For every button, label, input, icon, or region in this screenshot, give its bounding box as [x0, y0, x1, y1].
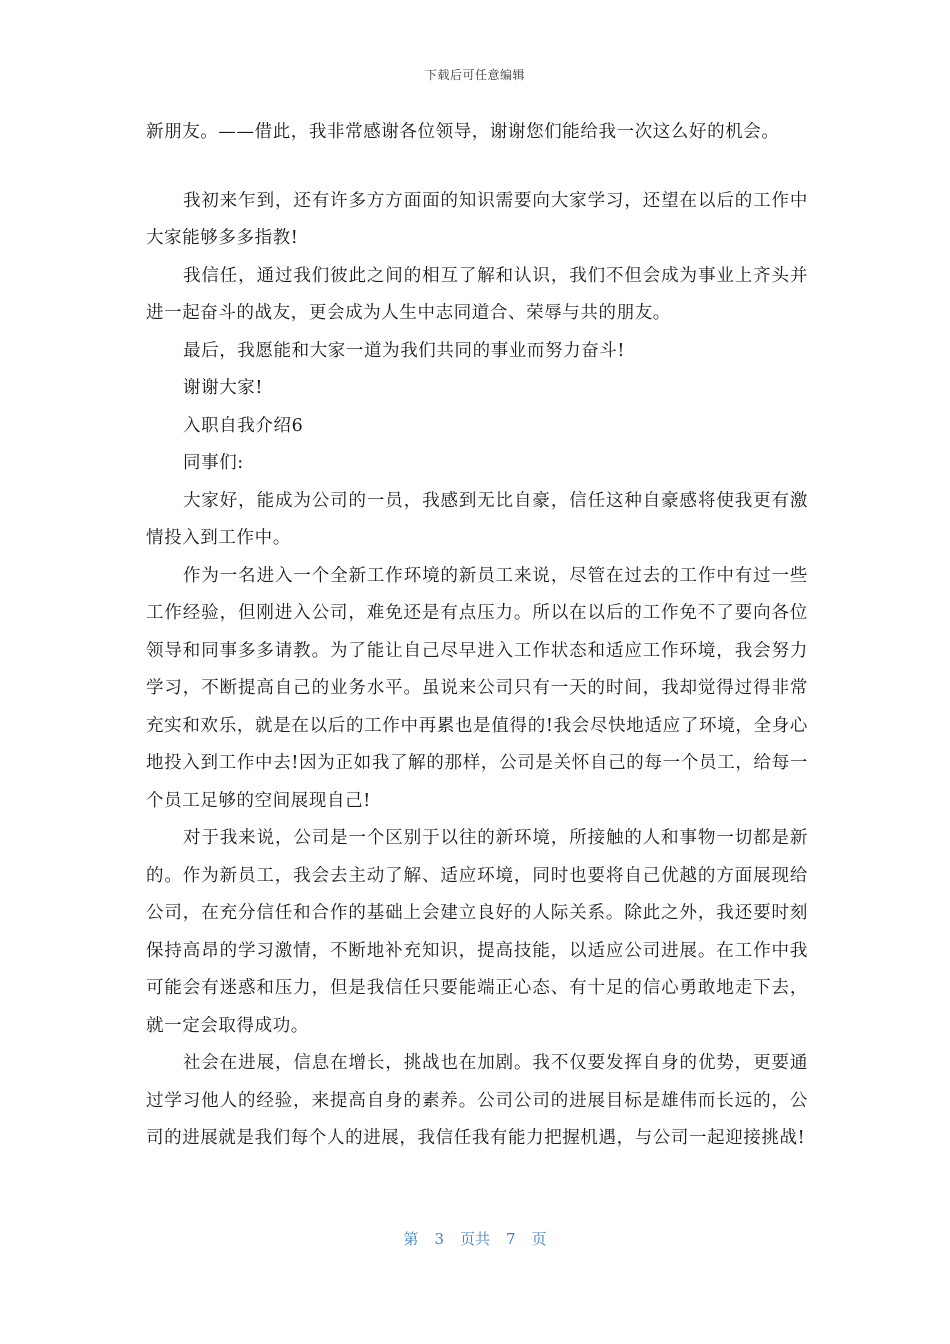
paragraph-new-employee: 作为一名进入一个全新工作环境的新员工来说，尽管在过去的工作中有过一些工作经验，但刚进入公司，难免还是有点压力。所以在以后的工作免不了要向各位领导和同事多多请教。为了能让自己尽早进入工作状态和适应工作环境，我会努力学习，不断提高自己的业务水平。虽说来公司只有一天的时间，我却觉得过得非常充实和欢乐，就是在以后的工作中再累也是值得的!我会尽快地适应了环境，全身心地投入到工作中去!因为正如我了解的那样，公司是关怀自己的每一个员工，给每一个员工足够的空间展现自己! [146, 565, 808, 811]
page-label-prefix: 第 [403, 1230, 419, 1248]
page-footer [0, 1228, 950, 1249]
page-label-middle: 页共 [459, 1230, 490, 1248]
document-body [146, 114, 808, 1158]
paragraph-new-environment: 对于我来说，公司是一个区别于以往的新环境，所接触的人和事物一切都是新的。作为新员工，我会去主动了解、适应环境，同时也要将自己优越的方面展现给公司，在充分信任和合作的基础上会建立良好的人际关系。除此之外，我还要时刻保持高昂的学习激情，不断地补充知识，提高技能，以适应公司进展。在工作中我可能会有迷惑和压力，但是我信任只要能端正心态、有十足的信心勇敢地走下去，就一定会取得成功。 [146, 828, 808, 1036]
current-page-number: 3 [434, 1230, 444, 1248]
paragraph-learning: 我初来乍到，还有许多方方面面的知识需要向大家学习，还望在以后的工作中大家能够多多指教! [146, 190, 808, 248]
section-title: 入职自我介绍6 [183, 415, 304, 436]
paragraph-thanks: 谢谢大家! [183, 378, 264, 398]
paragraph-trust: 我信任，通过我们彼此之间的相互了解和认识，我们不但会成为事业上齐头并进一起奋斗的战友，更会成为人生中志同道合、荣辱与共的朋友。 [146, 265, 808, 323]
paragraph-closing: 最后，我愿能和大家一道为我们共同的事业而努力奋斗! [183, 340, 626, 361]
salutation: 同事们: [183, 453, 244, 473]
page-label-suffix: 页 [531, 1230, 547, 1248]
page-header: 下载后可任意编辑 [424, 68, 525, 82]
paragraph-continuation: 新朋友。——借此，我非常感谢各位领导，谢谢您们能给我一次这么好的机会。 [146, 122, 780, 142]
total-pages-number: 7 [506, 1230, 516, 1248]
paragraph-challenge: 社会在进展，信息在增长，挑战也在加剧。我不仅要发挥自身的优势，更要通过学习他人的经验，来提高自身的素养。公司公司的进展目标是雄伟而长远的，公司的进展就是我们每个人的进展，我信任我有能力把握机遇，与公司一起迎接挑战! [146, 1053, 808, 1148]
paragraph-greeting: 大家好，能成为公司的一员，我感到无比自豪，信任这种自豪感将使我更有激情投入到工作中。 [146, 490, 808, 548]
